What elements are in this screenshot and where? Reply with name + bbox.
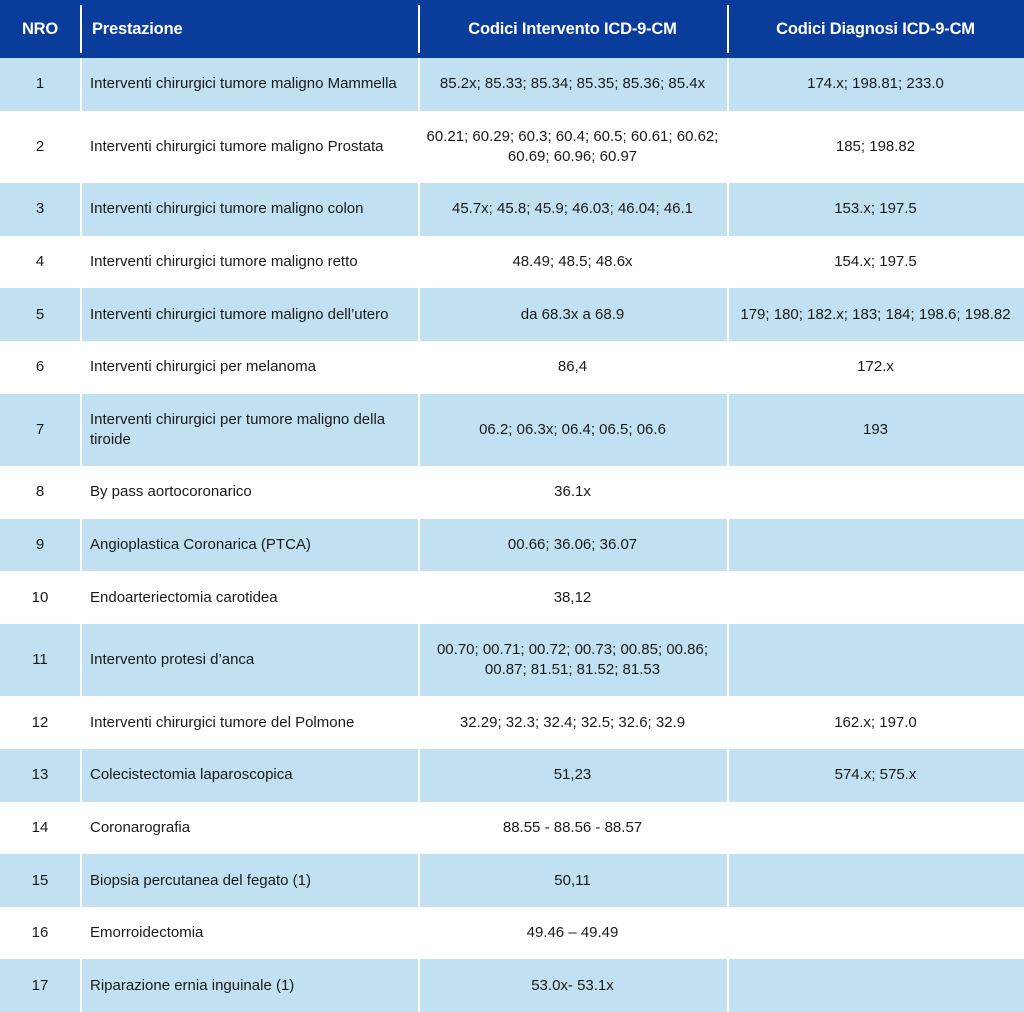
cell-nro-text: 2: [35, 137, 45, 155]
cell-prestazione-text: Interventi chirurgici tumore maligno Mammella: [90, 75, 397, 93]
cell-codici-diagnosi: [727, 854, 1024, 907]
cell-codici-intervento: [418, 571, 727, 624]
table-row: [0, 394, 1024, 466]
cell-nro-text: 5: [35, 305, 45, 323]
cell-codici-diagnosi: [727, 466, 1024, 519]
cell-codici-intervento-text: 48.49; 48.5; 48.6x: [512, 253, 633, 271]
cell-prestazione-text: Interventi chirurgici tumore del Polmone: [90, 713, 355, 731]
cell-codici-diagnosi: [727, 624, 1024, 696]
table-row: [0, 288, 1024, 341]
column-header-codici-diagnosi: [727, 0, 1024, 58]
cell-nro-text: 14: [31, 818, 49, 836]
column-header-nro-label: NRO: [21, 19, 59, 38]
cell-codici-intervento-text: 50,11: [554, 871, 591, 889]
cell-codici-diagnosi-text: 162.x; 197.0: [834, 713, 917, 731]
cell-codici-intervento-text: 51,23: [553, 766, 592, 784]
cell-prestazione-text: Angioplastica Coronarica (PTCA): [90, 536, 311, 553]
cell-nro-text: 12: [31, 713, 49, 731]
cell-prestazione: [80, 111, 418, 183]
cell-codici-intervento: [418, 288, 727, 341]
cell-nro-text: 8: [35, 483, 45, 501]
cell-prestazione-text: Biopsia percutanea del fegato (1): [90, 871, 311, 889]
cell-codici-intervento: [418, 519, 727, 572]
table-row: [0, 111, 1024, 183]
cell-nro: [0, 624, 80, 696]
cell-codici-intervento-text: 36.1x: [554, 483, 591, 501]
cell-prestazione: [80, 802, 418, 855]
cell-codici-diagnosi: [727, 394, 1024, 466]
cell-nro: [0, 466, 80, 519]
cell-prestazione-text: Endoarteriectomia carotidea: [90, 588, 278, 606]
cell-codici-diagnosi: [727, 802, 1024, 855]
cell-codici-intervento-text: 32.29; 32.3; 32.4; 32.5; 32.6; 32.9: [459, 713, 686, 731]
cell-nro-text: 11: [32, 651, 48, 669]
cell-prestazione: [80, 394, 418, 466]
cell-prestazione-text: Interventi chirurgici tumore maligno retto: [90, 253, 358, 271]
cell-codici-diagnosi-text: 154.x; 197.5: [834, 253, 917, 271]
cell-prestazione: [80, 58, 418, 111]
column-header-codici-intervento-label: Codici Intervento ICD-9-CM: [468, 19, 677, 38]
cell-nro-text: 7: [35, 420, 45, 438]
table-row: [0, 749, 1024, 802]
cell-nro: [0, 959, 80, 1012]
cell-codici-intervento: [418, 624, 727, 696]
cell-prestazione: [80, 907, 418, 960]
cell-nro: [0, 236, 80, 289]
cell-codici-intervento: [418, 111, 727, 183]
cell-codici-intervento: [418, 394, 727, 466]
cell-codici-diagnosi: [727, 571, 1024, 624]
cell-prestazione: [80, 236, 418, 289]
cell-codici-diagnosi: [727, 58, 1024, 111]
column-header-codici-intervento: [418, 0, 727, 58]
cell-codici-diagnosi: [727, 341, 1024, 394]
cell-codici-intervento: [418, 749, 727, 802]
cell-prestazione-text: Emorroidectomia: [90, 924, 204, 942]
cell-codici-diagnosi-text: 574.x; 575.x: [834, 766, 917, 784]
cell-nro: [0, 854, 80, 907]
cell-nro-text: 15: [31, 871, 49, 889]
cell-prestazione-text: By pass aortocoronarico: [90, 483, 252, 501]
cell-codici-diagnosi: [727, 907, 1024, 960]
cell-codici-diagnosi: [727, 111, 1024, 183]
cell-codici-diagnosi-text: 172.x: [857, 358, 894, 376]
cell-prestazione: [80, 624, 418, 696]
column-header-prestazione-label: Prestazione: [92, 19, 183, 38]
cell-codici-intervento: [418, 696, 727, 749]
cell-codici-intervento: [418, 466, 727, 519]
table-row: [0, 519, 1024, 572]
cell-nro: [0, 519, 80, 572]
cell-codici-intervento: [418, 183, 727, 236]
cell-codici-diagnosi-text: 179; 180; 182.x; 183; 184; 198.6; 198.82: [740, 305, 1011, 323]
cell-codici-intervento-text: 00.66; 36.06; 36.07: [507, 536, 638, 553]
cell-prestazione: [80, 696, 418, 749]
cell-codici-intervento-text: da 68.3x a 68.9: [520, 305, 625, 323]
cell-prestazione: [80, 571, 418, 624]
table-row: [0, 959, 1024, 1012]
cell-nro-text: 16: [31, 924, 49, 942]
cell-nro: [0, 58, 80, 111]
cell-codici-intervento-text: 60.21; 60.29; 60.3; 60.4; 60.5; 60.61; 60.62; 60.69; 60.96; 60.97: [426, 128, 719, 165]
cell-codici-intervento: [418, 58, 727, 111]
cell-codici-diagnosi: [727, 749, 1024, 802]
table-row: [0, 854, 1024, 907]
column-header-nro: [0, 0, 80, 58]
cell-codici-diagnosi: [727, 519, 1024, 572]
table-row: [0, 624, 1024, 696]
table-row: [0, 907, 1024, 960]
table-row: [0, 466, 1024, 519]
cell-codici-diagnosi: [727, 696, 1024, 749]
cell-nro-text: 6: [35, 358, 45, 376]
cell-prestazione: [80, 466, 418, 519]
cell-codici-intervento-text: 85.2x; 85.33; 85.34; 85.35; 85.36; 85.4x: [439, 75, 706, 93]
column-header-codici-diagnosi-label: Codici Diagnosi ICD-9-CM: [776, 19, 975, 38]
cell-codici-diagnosi: [727, 959, 1024, 1012]
cell-codici-intervento-text: 38,12: [553, 588, 592, 606]
cell-prestazione: [80, 519, 418, 572]
cell-codici-intervento-text: 88.55 - 88.56 - 88.57: [502, 818, 643, 836]
table-row: [0, 696, 1024, 749]
cell-codici-intervento: [418, 854, 727, 907]
cell-codici-intervento: [418, 802, 727, 855]
cell-nro: [0, 907, 80, 960]
column-header-prestazione: [80, 0, 418, 58]
cell-codici-diagnosi: [727, 288, 1024, 341]
table-header-row: [0, 0, 1024, 58]
cell-prestazione-text: Interventi chirurgici tumore maligno dell’utero: [90, 305, 389, 323]
cell-prestazione-text: Interventi chirurgici per tumore maligno della tiroide: [90, 410, 386, 448]
cell-codici-intervento: [418, 959, 727, 1012]
table-body: [0, 58, 1024, 1012]
cell-nro-text: 1: [35, 75, 45, 93]
cell-nro: [0, 802, 80, 855]
cell-codici-intervento-text: 53.0x- 53.1x: [531, 976, 614, 994]
table-row: [0, 802, 1024, 855]
cell-nro: [0, 696, 80, 749]
cell-prestazione-text: Colecistectomia laparoscopica: [90, 766, 293, 784]
table-row: [0, 571, 1024, 624]
cell-nro-text: 10: [31, 588, 49, 606]
cell-prestazione: [80, 959, 418, 1012]
cell-codici-diagnosi: [727, 183, 1024, 236]
cell-prestazione: [80, 341, 418, 394]
cell-prestazione-text: Intervento protesi d’anca: [90, 651, 255, 669]
cell-codici-intervento-text: 86,4: [557, 358, 588, 376]
cell-nro: [0, 183, 80, 236]
cell-codici-diagnosi-text: 153.x; 197.5: [834, 200, 917, 218]
cell-codici-diagnosi-text: 174.x; 198.81; 233.0: [807, 75, 944, 93]
cell-nro: [0, 111, 80, 183]
cell-codici-diagnosi-text: 185; 198.82: [835, 137, 916, 155]
cell-prestazione: [80, 288, 418, 341]
cell-nro-text: 13: [31, 766, 49, 784]
cell-prestazione: [80, 749, 418, 802]
cell-codici-intervento: [418, 907, 727, 960]
cell-codici-intervento-text: 45.7x; 45.8; 45.9; 46.03; 46.04; 46.1: [451, 200, 694, 218]
cell-codici-diagnosi-text: 193: [862, 420, 889, 438]
cell-codici-intervento-text: 49.46 – 49.49: [526, 924, 619, 942]
table-row: [0, 183, 1024, 236]
cell-nro: [0, 394, 80, 466]
cell-nro: [0, 288, 80, 341]
cell-prestazione-text: Interventi chirurgici tumore maligno colon: [90, 200, 364, 218]
cell-nro: [0, 749, 80, 802]
cell-nro: [0, 571, 80, 624]
cell-prestazione-text: Interventi chirurgici per melanoma: [90, 358, 316, 376]
cell-nro-text: 3: [35, 200, 45, 218]
cell-codici-intervento: [418, 236, 727, 289]
cell-codici-diagnosi: [727, 236, 1024, 289]
cell-prestazione: [80, 854, 418, 907]
table-row: [0, 58, 1024, 111]
cell-nro-text: 17: [31, 976, 49, 994]
cell-nro-text: 4: [35, 253, 45, 271]
cell-prestazione: [80, 183, 418, 236]
cell-nro: [0, 341, 80, 394]
cell-nro-text: 9: [35, 536, 45, 553]
table-row: [0, 236, 1024, 289]
cell-prestazione-text: Riparazione ernia inguinale (1): [90, 976, 295, 994]
cell-codici-intervento-text: 06.2; 06.3x; 06.4; 06.5; 06.6: [479, 420, 666, 438]
cell-codici-intervento: [418, 341, 727, 394]
table-row: [0, 341, 1024, 394]
cell-codici-intervento-text: 00.70; 00.71; 00.72; 00.73; 00.85; 00.86; 00.87; 81.51; 81.52; 81.53: [436, 641, 709, 679]
cell-prestazione-text: Interventi chirurgici tumore maligno Prostata: [90, 137, 384, 155]
cell-prestazione-text: Coronarografia: [90, 818, 191, 836]
